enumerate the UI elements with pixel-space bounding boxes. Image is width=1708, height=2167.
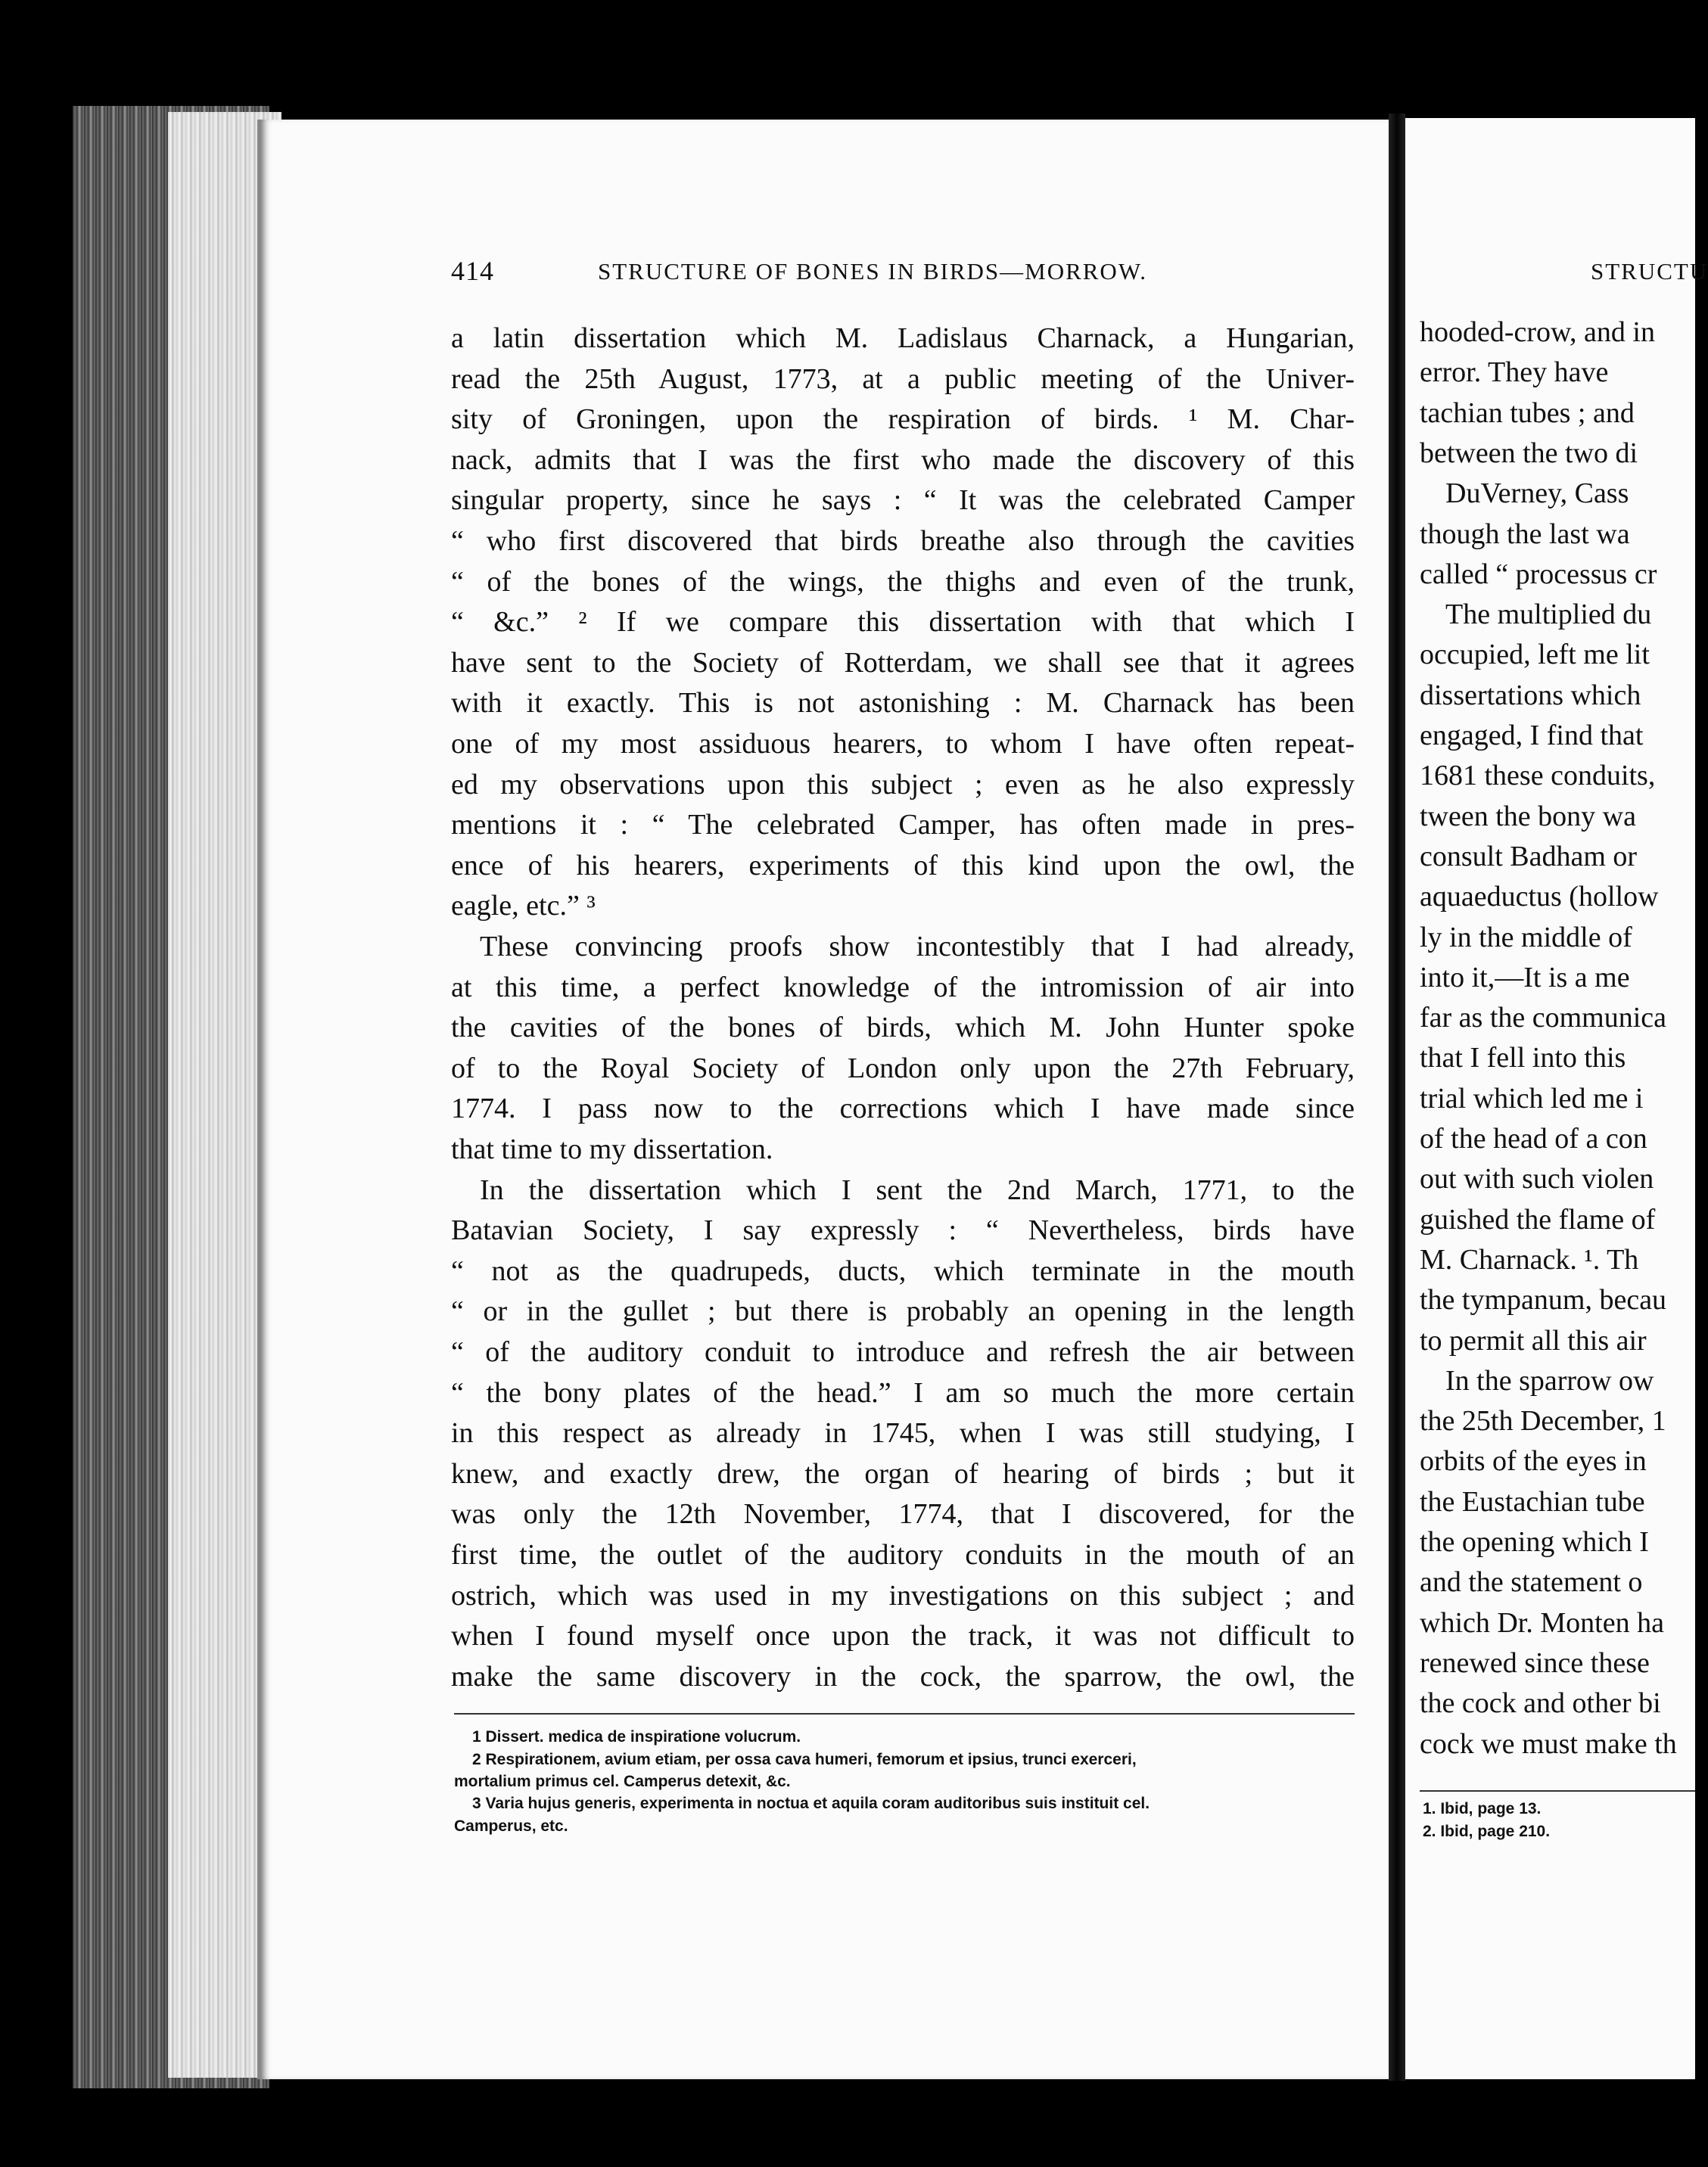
right-text-line: error. They have <box>1420 356 1609 389</box>
text-line: in this respect as already in 1745, when I was still studying, I <box>451 1417 1355 1450</box>
text-line: 1774. I pass now to the corrections which I have made since <box>451 1093 1355 1125</box>
right-text-line: orbits of the eyes in <box>1420 1445 1647 1478</box>
right-text-line: the tympanum, becau <box>1420 1284 1667 1317</box>
footnote-line: Camperus, etc. <box>454 1817 568 1835</box>
text-line: have sent to the Society of Rotterdam, we shall see that it agrees <box>451 646 1355 679</box>
right-text-line: called “ processus cr <box>1420 558 1657 590</box>
running-head: STRUCTURE OF BONES IN BIRDS—MORROW. <box>598 258 1147 284</box>
page-number: 414 <box>451 256 494 286</box>
right-text-line: far as the communica <box>1420 1002 1667 1034</box>
footnote-line: 1 Dissert. medica de inspiratione volucrum. <box>472 1728 801 1746</box>
right-text-line: the opening which I <box>1420 1526 1649 1558</box>
text-line: make the same discovery in the cock, the sparrow, the owl, the <box>451 1660 1355 1693</box>
text-line: that time to my dissertation. <box>451 1133 773 1165</box>
right-text-line: occupied, left me lit <box>1420 639 1650 671</box>
text-line: a latin dissertation which M. Ladislaus Charnack, a Hungarian, <box>451 322 1355 354</box>
right-text-line: dissertations which <box>1420 679 1641 711</box>
footnote-line: 3 Varia hujus generis, experimenta in noctua et aquila coram auditoribus suis instituit cel. <box>472 1795 1150 1812</box>
right-text-line: tween the bony wa <box>1420 800 1636 832</box>
right-text-line: of the head of a con <box>1420 1123 1647 1155</box>
right-text-line: that I fell into this <box>1420 1042 1626 1074</box>
right-text-line: the cock and other bi <box>1420 1687 1661 1720</box>
right-text-line: consult Badham or <box>1420 840 1638 872</box>
right-footnote-line: 1. Ibid, page 13. <box>1423 1800 1542 1817</box>
text-line: at this time, a perfect knowledge of the intromission of air into <box>451 971 1355 1003</box>
right-text-line: engaged, I find that <box>1420 720 1644 751</box>
text-line: Batavian Society, I say expressly : “ Nevertheless, birds have <box>451 1214 1355 1247</box>
text-line: nack, admits that I was the first who made the discovery of this <box>451 443 1355 476</box>
footnote-line: 2 Respirationem, avium etiam, per ossa cava humeri, femorum et ipsius, trunci exerceri, <box>472 1751 1137 1768</box>
text-line: singular property, since he says : “ It was the celebrated Camper <box>451 484 1355 517</box>
text-line: with it exactly. This is not astonishing : M. Charnack has been <box>451 687 1355 720</box>
right-text-line: renewed since these <box>1420 1646 1650 1679</box>
text-line: ence of his hearers, experiments of this kind upon the owl, the <box>451 849 1355 881</box>
right-text-line: tachian tubes ; and <box>1420 396 1635 429</box>
right-text-line: 1681 these conduits, <box>1420 760 1656 792</box>
right-text-line: between the two di <box>1420 437 1638 469</box>
right-text-line: and the statement o <box>1420 1566 1643 1599</box>
footnote-line: mortalium primus cel. Camperus detexit, &c. <box>454 1773 791 1790</box>
text-line: ostrich, which was used in my investigations on this subject ; and <box>451 1579 1355 1612</box>
text-line: “ of the bones of the wings, the thighs and even of the trunk, <box>451 565 1355 598</box>
text-line: read the 25th August, 1773, at a public meeting of the Univer- <box>451 362 1355 395</box>
right-text-line: cock we must make th <box>1420 1727 1677 1760</box>
right-text-line: the Eustachian tube <box>1420 1485 1645 1518</box>
right-text-line: out with such violen <box>1420 1163 1654 1195</box>
text-line: In the dissertation which I sent the 2nd March, 1771, to the <box>480 1174 1355 1206</box>
text-line: knew, and exactly drew, the organ of hearing of birds ; but it <box>451 1457 1355 1490</box>
right-text-line: to permit all this air <box>1420 1324 1647 1357</box>
right-text-line: which Dr. Monten ha <box>1420 1606 1664 1639</box>
text-line: first time, the outlet of the auditory conduits in the mouth of an <box>451 1539 1355 1571</box>
right-running-head: STRUCTU <box>1591 258 1708 284</box>
text-line: “ of the auditory conduit to introduce and refresh the air between <box>451 1336 1355 1368</box>
right-text-line: DuVerney, Cass <box>1445 477 1629 510</box>
text-line: of to the Royal Society of London only upon the 27th February, <box>451 1052 1355 1084</box>
gutter-shadow <box>1389 113 1405 2081</box>
right-text-line: though the last wa <box>1420 518 1630 550</box>
text-line: “ not as the quadrupeds, ducts, which terminate in the mouth <box>451 1254 1355 1287</box>
right-text-line: In the sparrow ow <box>1445 1364 1654 1397</box>
footnote-rule <box>454 1713 1355 1715</box>
text-line: mentions it : “ The celebrated Camper, has often made in pres- <box>451 809 1355 841</box>
right-text-line: M. Charnack. ¹. Th <box>1420 1243 1639 1276</box>
text-line: These convincing proofs show incontestibly that I had already, <box>480 931 1355 962</box>
text-line: was only the 12th November, 1774, that I discovered, for the <box>451 1498 1355 1531</box>
right-text-line: ly in the middle of <box>1420 921 1632 953</box>
text-line: “ &c.” ² If we compare this dissertation with that which I <box>451 606 1355 639</box>
right-text-line: aquaeductus (hollow <box>1420 881 1659 913</box>
text-line: one of my most assiduous hearers, to whom I have often repeat- <box>451 728 1355 760</box>
right-footnote-rule <box>1420 1790 1695 1792</box>
right-text-line: trial which led me i <box>1420 1082 1644 1115</box>
right-text-line: hooded-crow, and in <box>1420 316 1655 348</box>
text-line: the cavities of the bones of birds, which M. John Hunter spoke <box>451 1012 1355 1044</box>
right-text-line: the 25th December, 1 <box>1420 1405 1666 1438</box>
text-line: “ or in the gullet ; but there is probably an opening in the length <box>451 1295 1355 1328</box>
text-line: “ the bony plates of the head.” I am so much the more certain <box>451 1376 1355 1409</box>
right-footnote-line: 2. Ibid, page 210. <box>1423 1823 1551 1840</box>
text-line: eagle, etc.” ³ <box>451 890 596 922</box>
text-line: sity of Groningen, upon the respiration of birds. ¹ M. Char- <box>451 403 1355 436</box>
right-text-line: guished the flame of <box>1420 1203 1656 1236</box>
text-line: ed my observations upon this subject ; even as he also expressly <box>451 768 1355 801</box>
text-line: when I found myself once upon the track, it was not difficult to <box>451 1620 1355 1652</box>
text-line: “ who first discovered that birds breathe also through the cavities <box>451 525 1355 557</box>
right-text-line: into it,—It is a me <box>1420 961 1630 993</box>
right-text-line: The multiplied du <box>1445 598 1652 631</box>
